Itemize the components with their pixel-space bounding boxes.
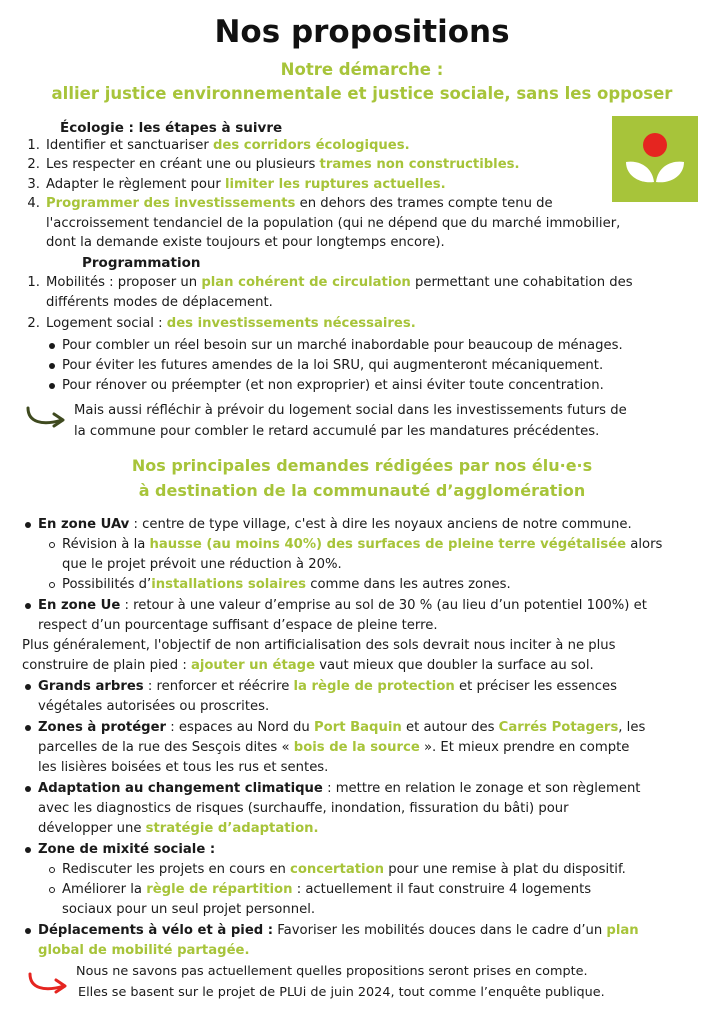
bullet-continued: végétales autorisées ou proscrites. — [38, 699, 270, 714]
bullet-continued: respect d’un pourcentage suffisant d’espace de pleine terre. — [38, 618, 438, 633]
list-item: Les respecter en créant une ou plusieurs trames non constructibles. — [46, 157, 520, 172]
subtitle-justice: allier justice environnementale et justice sociale, sans les opposer — [51, 84, 673, 103]
sub-bullet-icon — [49, 887, 55, 893]
bullet-item: En zone Ue : retour à une valeur d’emprise au sol de 30 % (au lieu d’un potentiel 100%) et — [38, 598, 647, 613]
list-number: 1. — [27, 275, 40, 290]
bullet-item: Déplacements à vélo et à pied : Favoriser les mobilités douces dans le cadre d’un plan — [38, 923, 639, 938]
bullet-icon — [25, 522, 31, 528]
logo-icon — [612, 116, 698, 202]
sub-bullet-item: Révision à la hausse (au moins 40%) des surfaces de pleine terre végétalisée alors — [62, 537, 663, 552]
list-item: Adapter le règlement pour limiter les ruptures actuelles. — [46, 177, 446, 192]
bullet-item: Adaptation au changement climatique : mettre en relation le zonage et son règlement — [38, 781, 641, 796]
list-item-continued: dont la demande existe toujours et pour longtemps encore). — [46, 235, 445, 250]
footer-line: Nous ne savons pas actuellement quelles propositions seront prises en compte. — [76, 964, 588, 979]
bullet-continued: les lisières boisées et tous les rus et sentes. — [38, 760, 329, 775]
bullet-icon — [25, 786, 31, 792]
list-item: Mobilités : proposer un plan cohérent de circulation permettant une cohabitation des — [46, 275, 633, 290]
subtitle-demarche: Notre démarche : — [280, 60, 444, 79]
bullet-continued: global de mobilité partagée. — [38, 943, 250, 958]
bullet-icon — [49, 383, 55, 389]
list-item: Programmer des investissements en dehors des trames compte tenu de — [46, 196, 553, 211]
sub-bullet-item: Possibilités d’installations solaires comme dans les autres zones. — [62, 577, 511, 592]
page-title: Nos propositions — [214, 14, 510, 50]
curved-arrow-icon — [24, 404, 68, 432]
demandes-heading-2: à destination de la communauté d’agglomération — [138, 481, 586, 500]
sub-bullet-icon — [49, 542, 55, 548]
sub-bullet-continued: que le projet prévoit une réduction à 20%. — [62, 557, 342, 572]
bullet-continued: développer une stratégie d’adaptation. — [38, 821, 319, 836]
bullet-icon — [49, 343, 55, 349]
list-number: 4. — [27, 196, 40, 211]
sub-bullet-continued: sociaux pour un seul projet personnel. — [62, 902, 316, 917]
bullet-icon — [25, 684, 31, 690]
list-item-continued: l'accroissement tendanciel de la population (qui ne dépend que du marché immobilier, — [46, 216, 621, 231]
party-logo — [612, 116, 698, 202]
bullet-icon — [25, 847, 31, 853]
list-number: 1. — [27, 138, 40, 153]
sub-bullet-icon — [49, 867, 55, 873]
footer-line: Elles se basent sur le projet de PLUi de juin 2024, tout comme l’enquête publique. — [78, 985, 605, 1000]
sub-bullet-item: Rediscuter les projets en cours en concertation pour une remise à plat du dispositif. — [62, 862, 626, 877]
bullet-icon — [25, 928, 31, 934]
bullet-item: Grands arbres : renforcer et réécrire la règle de protection et préciser les essences — [38, 679, 617, 694]
bullet-item: Zone de mixité sociale : — [38, 842, 216, 857]
list-item-continued: différents modes de déplacement. — [46, 295, 273, 310]
red-curved-arrow-icon — [26, 970, 70, 998]
list-number: 2. — [27, 316, 40, 331]
bullet-icon — [25, 725, 31, 731]
bullet-icon — [25, 603, 31, 609]
list-number: 2. — [27, 157, 40, 172]
demandes-heading: Nos principales demandes rédigées par nos élu·e·s — [131, 456, 593, 475]
sub-bullet-icon — [49, 582, 55, 588]
list-item: Identifier et sanctuariser des corridors écologiques. — [46, 138, 410, 153]
note-line: la commune pour combler le retard accumulé par les mandatures précédentes. — [74, 424, 600, 439]
bullet-item: Pour rénover ou préempter (et non exproprier) et ainsi éviter toute concentration. — [62, 378, 604, 393]
bullet-item: Pour combler un réel besoin sur un marché inabordable pour beaucoup de ménages. — [62, 338, 623, 353]
note-line: Mais aussi réfléchir à prévoir du logement social dans les investissements futurs de — [74, 403, 627, 418]
paragraph-line: construire de plain pied : ajouter un étage vaut mieux que doubler la surface au sol. — [22, 658, 594, 673]
sub-bullet-item: Améliorer la règle de répartition : actuellement il faut construire 4 logements — [62, 882, 592, 897]
list-item: Logement social : des investissements nécessaires. — [46, 316, 416, 331]
bullet-continued: avec les diagnostics de risques (surchauffe, inondation, fissuration du bâti) pour — [38, 801, 569, 816]
programmation-heading: Programmation — [82, 255, 201, 271]
bullet-continued: parcelles de la rue des Sesçois dites « bois de la source ». Et mieux prendre en compte — [38, 740, 630, 755]
bullet-item: En zone UAv : centre de type village, c'est à dire les noyaux anciens de notre commune. — [38, 517, 632, 532]
bullet-icon — [49, 363, 55, 369]
bullet-item: Zones à protéger : espaces au Nord du Port Baquin et autour des Carrés Potagers, les — [38, 720, 646, 735]
bullet-item: Pour éviter les futures amendes de la loi SRU, qui augmenteront mécaniquement. — [62, 358, 604, 373]
paragraph-line: Plus généralement, l'objectif de non artificialisation des sols devrait nous inciter à ne plus — [22, 638, 616, 653]
list-number: 3. — [27, 177, 40, 192]
ecologie-heading: Écologie : les étapes à suivre — [60, 120, 283, 136]
